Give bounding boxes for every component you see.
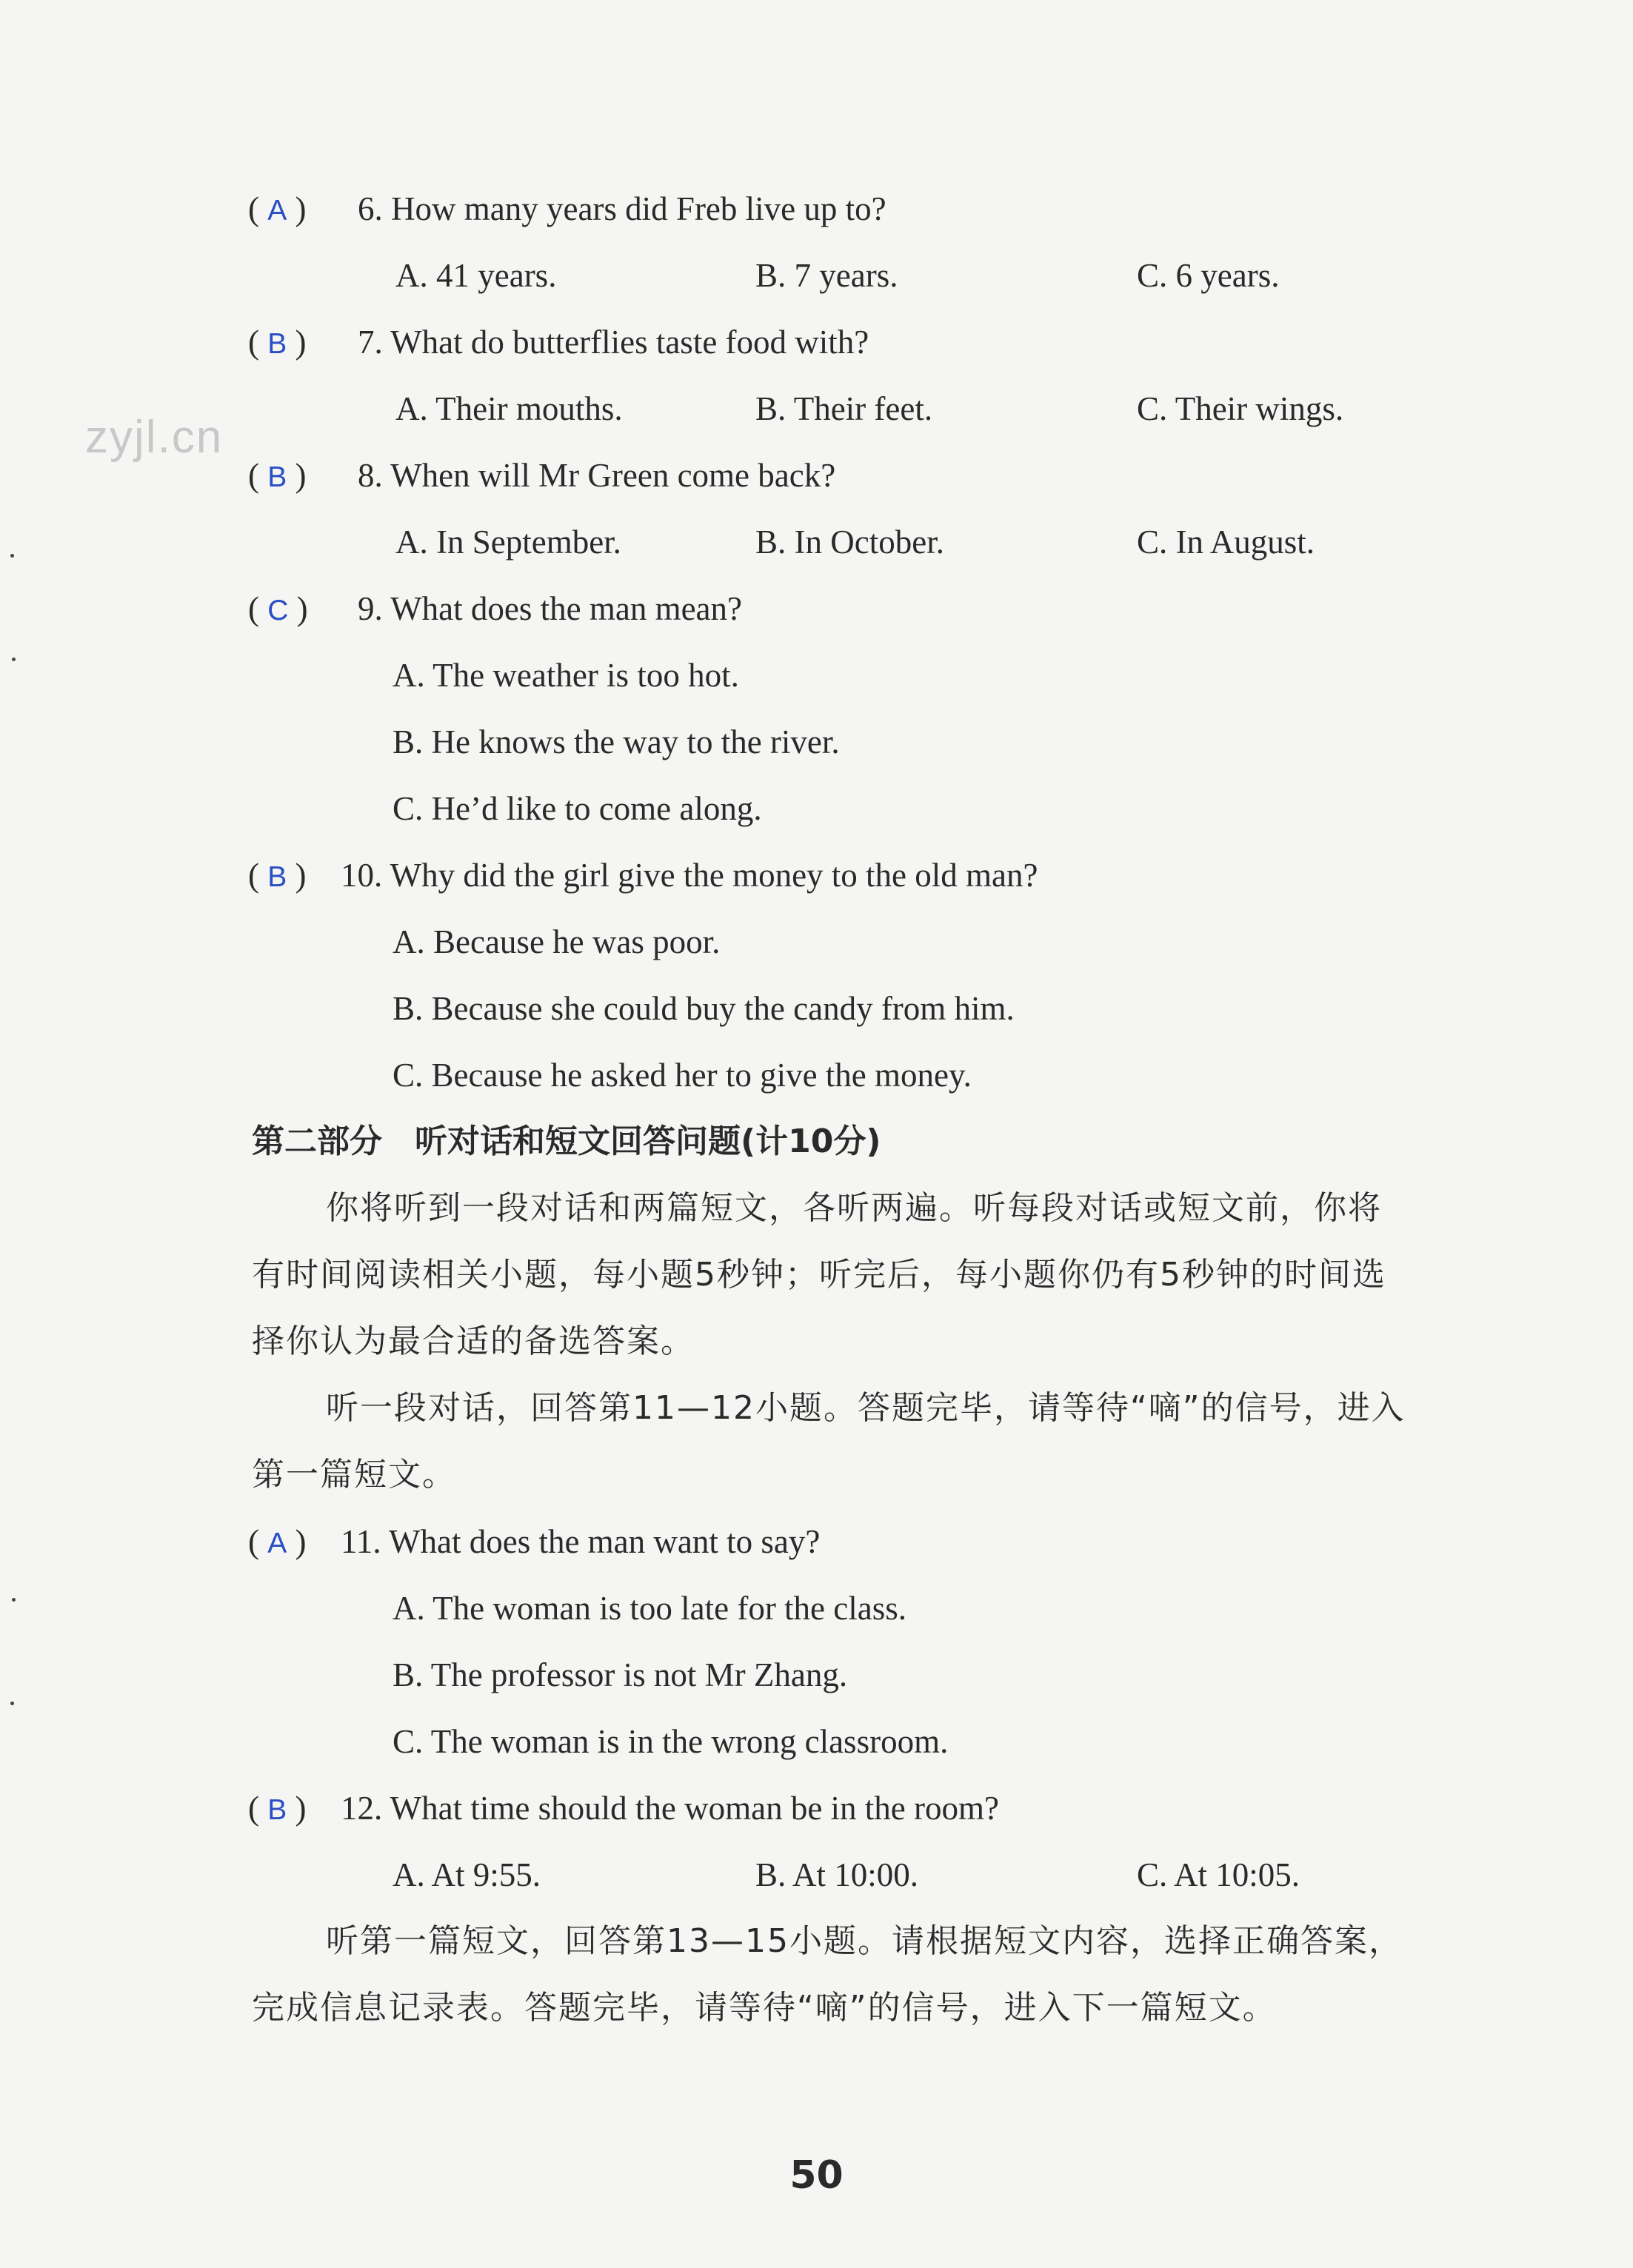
answer-letter: B <box>267 1794 287 1826</box>
instruction-line: 听一段对话，回答第11—12小题。答题完毕，请等待“嘀”的信号，进入 <box>326 1389 1406 1427</box>
option-b: B. He knows the way to the river. <box>393 723 840 760</box>
instruction-line: 择你认为最合适的备选答案。 <box>252 1322 695 1360</box>
answer-box: ( B ) <box>248 324 307 361</box>
option-c: C. At 10:05. <box>1137 1856 1300 1893</box>
option-b: B. 7 years. <box>755 257 898 294</box>
margin-speck <box>10 1702 14 1705</box>
instruction-line: 第一篇短文。 <box>252 1456 456 1493</box>
margin-speck <box>12 658 16 661</box>
answer-box: ( B ) <box>248 857 307 894</box>
option-a: A. At 9:55. <box>393 1856 541 1893</box>
option-b: B. At 10:00. <box>755 1856 919 1893</box>
question-stem: 7. What do butterflies taste food with? <box>358 324 869 361</box>
option-b: B. In October. <box>755 523 944 561</box>
question-stem: 6. How many years did Freb live up to? <box>358 190 886 227</box>
instruction-line: 听第一篇短文，回答第13—15小题。请根据短文内容，选择正确答案， <box>326 1922 1403 1960</box>
instruction-line: 你将听到一段对话和两篇短文，各听两遍。听每段对话或短文前，你将 <box>326 1189 1382 1227</box>
option-a: A. Their mouths. <box>395 390 623 427</box>
option-a: A. Because he was poor. <box>393 923 721 960</box>
instruction-line: 有时间阅读相关小题，每小题5秒钟；听完后，每小题你仍有5秒钟的时间选 <box>252 1256 1386 1294</box>
question-stem: 12. What time should the woman be in the room? <box>341 1790 999 1827</box>
answer-box: ( B ) <box>248 457 307 494</box>
option-a: A. In September. <box>395 523 621 561</box>
page-number: 50 <box>789 2153 844 2198</box>
option-b: B. Because she could buy the candy from him. <box>393 990 1015 1027</box>
option-c: C. Because he asked her to give the money. <box>393 1057 972 1094</box>
option-c: C. 6 years. <box>1137 257 1280 294</box>
watermark: zyjl.cn <box>85 412 224 463</box>
answer-box: ( A ) <box>248 190 307 227</box>
option-c: C. The woman is in the wrong classroom. <box>393 1723 949 1760</box>
answer-letter: B <box>267 861 287 893</box>
option-a: A. 41 years. <box>395 257 557 294</box>
option-b: B. Their feet. <box>755 390 933 427</box>
answer-letter: C <box>267 595 289 626</box>
margin-speck <box>12 1598 16 1602</box>
question-stem: 10. Why did the girl give the money to the old man? <box>341 857 1038 894</box>
answer-box: ( A ) <box>248 1523 307 1560</box>
question-stem: 8. When will Mr Green come back? <box>358 457 836 494</box>
answer-box: ( B ) <box>248 1790 307 1827</box>
question-stem: 9. What does the man mean? <box>358 590 742 627</box>
option-c: C. Their wings. <box>1137 390 1344 427</box>
answer-letter: A <box>267 195 287 227</box>
section-heading: 第二部分 听对话和短文回答问题(计10分) <box>252 1123 881 1160</box>
question-stem: 11. What does the man want to say? <box>341 1523 821 1560</box>
margin-speck <box>10 554 14 558</box>
answer-letter: B <box>267 461 287 493</box>
answer-letter: A <box>267 1528 287 1559</box>
answer-letter: B <box>267 328 287 360</box>
option-c: C. He’d like to come along. <box>393 790 762 827</box>
instruction-line: 完成信息记录表。答题完毕，请等待“嘀”的信号，进入下一篇短文。 <box>252 1989 1277 2027</box>
option-a: A. The woman is too late for the class. <box>393 1590 907 1627</box>
option-b: B. The professor is not Mr Zhang. <box>393 1656 848 1693</box>
option-a: A. The weather is too hot. <box>393 657 739 694</box>
option-c: C. In August. <box>1137 523 1315 561</box>
answer-box: ( C ) <box>248 590 308 627</box>
